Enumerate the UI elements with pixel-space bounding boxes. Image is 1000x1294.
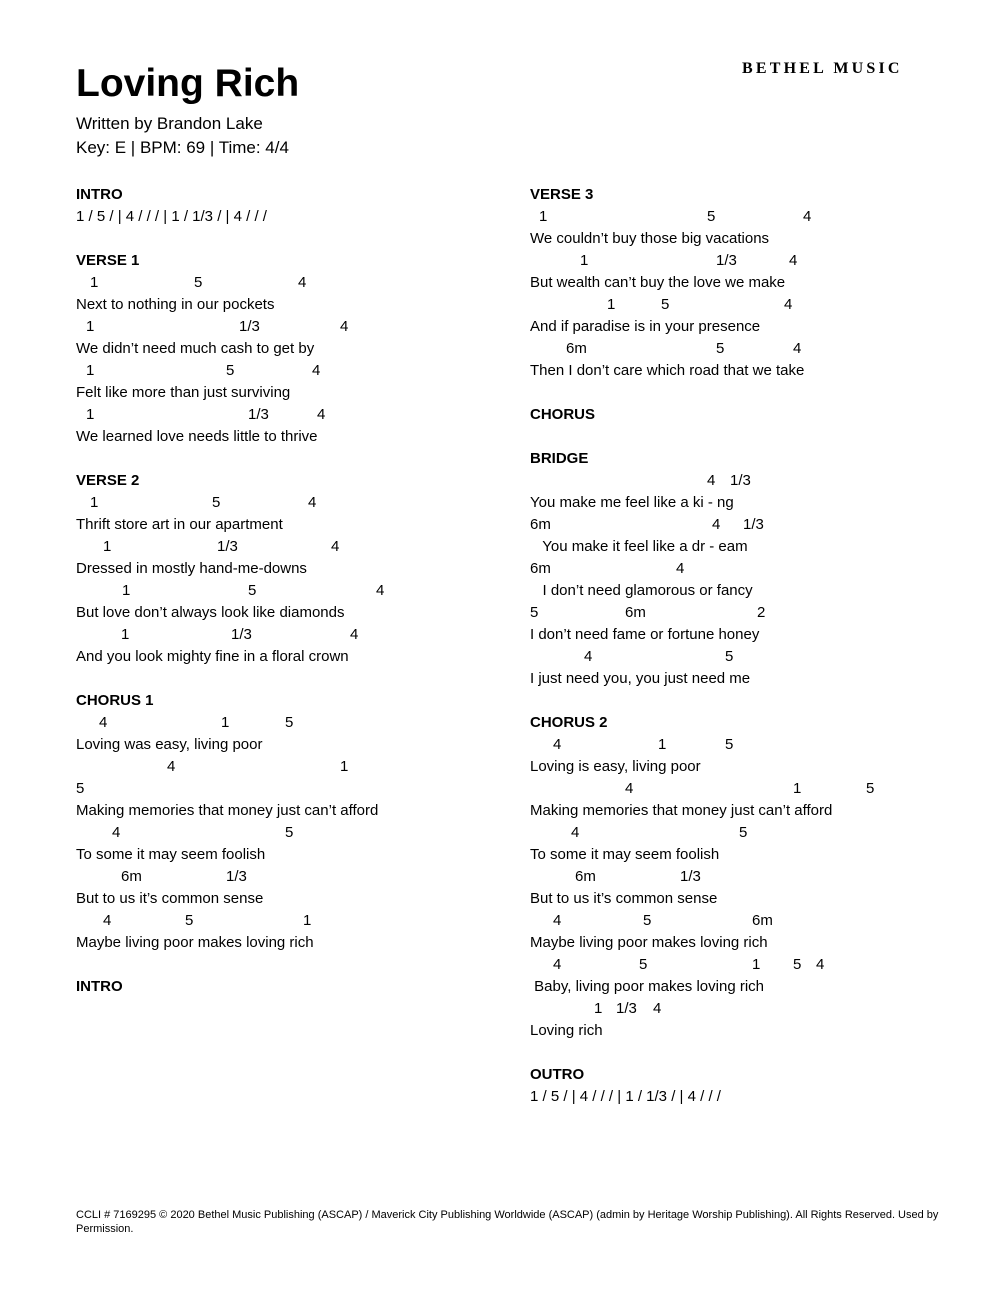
chord: 4 bbox=[816, 956, 825, 973]
section-title: VERSE 1 bbox=[76, 252, 140, 269]
chord-line bbox=[76, 756, 516, 778]
chord: 4 bbox=[553, 956, 562, 973]
lyric-line: But wealth can’t buy the love we make bbox=[530, 274, 786, 291]
lyric-line: To some it may seem foolish bbox=[76, 846, 266, 863]
chord: 1/3 bbox=[248, 406, 269, 423]
section-title: CHORUS 2 bbox=[530, 714, 608, 731]
chord-line bbox=[530, 778, 970, 800]
chord: 4 bbox=[376, 582, 385, 599]
lyric-line: Then I don’t care which road that we take bbox=[530, 362, 805, 379]
chord: 4 bbox=[676, 560, 685, 577]
chord: 1 bbox=[793, 780, 802, 797]
chord-line bbox=[530, 514, 970, 536]
chord: 4 bbox=[112, 824, 121, 841]
song-writer: Written by Brandon Lake bbox=[76, 114, 263, 133]
chord: 5 bbox=[285, 824, 294, 841]
chord: 4 bbox=[653, 1000, 662, 1017]
chord: 1 bbox=[658, 736, 667, 753]
lyric-line: We didn’t need much cash to get by bbox=[76, 340, 315, 357]
lyric-line: 1 / 5 / | 4 / / / | 1 / 1/3 / | 4 / / / bbox=[76, 208, 267, 225]
lyric-line: And you look mighty fine in a floral crown bbox=[76, 648, 349, 665]
song-section bbox=[530, 712, 970, 1042]
chord: 1 bbox=[90, 274, 99, 291]
section-title: VERSE 2 bbox=[76, 472, 140, 489]
right-column bbox=[530, 184, 970, 1130]
chord: 1 bbox=[221, 714, 230, 731]
chord: 4 bbox=[793, 340, 802, 357]
section-title: BRIDGE bbox=[530, 450, 589, 467]
lyric-line: 5 bbox=[76, 780, 85, 797]
chord: 5 bbox=[185, 912, 194, 929]
lyric-line: Next to nothing in our pockets bbox=[76, 296, 275, 313]
lyric-line: You make it feel like a dr - eam bbox=[530, 538, 748, 555]
chord: 1 bbox=[103, 538, 112, 555]
chord: 5 bbox=[639, 956, 648, 973]
chord: 1 bbox=[303, 912, 312, 929]
chord: 1 bbox=[90, 494, 99, 511]
chord: 1 bbox=[594, 1000, 603, 1017]
chord-line bbox=[530, 734, 970, 756]
chord: 1/3 bbox=[226, 868, 247, 885]
lyric-line: Felt like more than just surviving bbox=[76, 384, 291, 401]
chord: 4 bbox=[103, 912, 112, 929]
lyric-line: I just need you, you just need me bbox=[530, 670, 751, 687]
chord: 6m bbox=[121, 868, 142, 885]
chord: 4 bbox=[317, 406, 326, 423]
chord: 5 bbox=[716, 340, 725, 357]
chord: 4 bbox=[803, 208, 812, 225]
chord: 5 bbox=[707, 208, 716, 225]
chord: 6m bbox=[566, 340, 587, 357]
chord: 6m bbox=[530, 516, 551, 533]
chord: 1/3 bbox=[217, 538, 238, 555]
song-section bbox=[76, 184, 516, 228]
chord-line bbox=[530, 998, 970, 1020]
chord-line bbox=[76, 712, 516, 734]
chord-line bbox=[76, 580, 516, 602]
chord-line bbox=[530, 250, 970, 272]
chord-line bbox=[530, 294, 970, 316]
chord: 1 bbox=[580, 252, 589, 269]
chord: 5 bbox=[643, 912, 652, 929]
lyric-line: Maybe living poor makes loving rich bbox=[76, 934, 314, 951]
chord-line bbox=[530, 558, 970, 580]
chord: 4 bbox=[298, 274, 307, 291]
chord: 4 bbox=[553, 736, 562, 753]
chord: 5 bbox=[739, 824, 748, 841]
chord: 1 bbox=[539, 208, 548, 225]
chord-line bbox=[530, 338, 970, 360]
chord: 4 bbox=[571, 824, 580, 841]
song-section bbox=[76, 250, 516, 448]
lyric-line: Thrift store art in our apartment bbox=[76, 516, 283, 533]
chord-line bbox=[76, 822, 516, 844]
chord: 6m bbox=[625, 604, 646, 621]
chord: 6m bbox=[530, 560, 551, 577]
song-section bbox=[76, 470, 516, 668]
chord: 5 bbox=[661, 296, 670, 313]
chord-line bbox=[76, 316, 516, 338]
chord: 5 bbox=[530, 604, 539, 621]
chord-line bbox=[530, 866, 970, 888]
chord: 1 bbox=[607, 296, 616, 313]
chord: 4 bbox=[584, 648, 593, 665]
chord: 5 bbox=[212, 494, 221, 511]
section-title: OUTRO bbox=[530, 1066, 585, 1083]
chord: 6m bbox=[752, 912, 773, 929]
copyright-footer: CCLI # 7169295 © 2020 Bethel Music Publishing (ASCAP) / Maverick City Publishing Worldwide (ASCAP) (admin by Heritage Worship Publishing). All Rights Reserved. Used by Permission. bbox=[76, 1209, 939, 1235]
chord: 1/3 bbox=[716, 252, 737, 269]
chord-line bbox=[530, 910, 970, 932]
chord: 1 bbox=[121, 626, 130, 643]
chord-line bbox=[530, 602, 970, 624]
chord: 4 bbox=[99, 714, 108, 731]
chord: 1/3 bbox=[680, 868, 701, 885]
chord: 4 bbox=[625, 780, 634, 797]
lyric-line: Making memories that money just can’t afford bbox=[530, 802, 833, 819]
chord: 5 bbox=[226, 362, 235, 379]
chord: 1/3 bbox=[616, 1000, 637, 1017]
chord: 5 bbox=[194, 274, 203, 291]
song-title: Loving Rich bbox=[76, 62, 300, 105]
chord-line bbox=[530, 954, 970, 976]
chord: 1/3 bbox=[231, 626, 252, 643]
left-column bbox=[76, 184, 516, 1020]
lyric-line: But love don’t always look like diamonds bbox=[76, 604, 345, 621]
chord-line bbox=[76, 272, 516, 294]
section-title: VERSE 3 bbox=[530, 186, 594, 203]
lyric-line: But to us it’s common sense bbox=[530, 890, 718, 907]
lyric-line: Loving rich bbox=[530, 1022, 603, 1039]
chord-line bbox=[530, 470, 970, 492]
chord-line bbox=[530, 206, 970, 228]
chord: 5 bbox=[866, 780, 875, 797]
lyric-line: But to us it’s common sense bbox=[76, 890, 264, 907]
chord: 6m bbox=[575, 868, 596, 885]
lyric-line: 1 / 5 / | 4 / / / | 1 / 1/3 / | 4 / / / bbox=[530, 1088, 721, 1105]
chord: 4 bbox=[340, 318, 349, 335]
song-section bbox=[530, 184, 970, 382]
chord: 4 bbox=[707, 472, 716, 489]
chord: 2 bbox=[757, 604, 766, 621]
chord: 1/3 bbox=[743, 516, 764, 533]
chord: 4 bbox=[712, 516, 721, 533]
chord: 1 bbox=[86, 406, 95, 423]
chord: 4 bbox=[350, 626, 359, 643]
chord: 4 bbox=[331, 538, 340, 555]
chord-line bbox=[76, 404, 516, 426]
chord: 4 bbox=[167, 758, 176, 775]
section-title: INTRO bbox=[76, 186, 123, 203]
song-section bbox=[76, 690, 516, 954]
lyric-line: We couldn’t buy those big vacations bbox=[530, 230, 770, 247]
chord: 1 bbox=[86, 362, 95, 379]
song-section bbox=[76, 976, 516, 998]
chord-line bbox=[530, 646, 970, 668]
lyric-line: I don’t need fame or fortune honey bbox=[530, 626, 760, 643]
chord: 4 bbox=[312, 362, 321, 379]
chord: 5 bbox=[285, 714, 294, 731]
song-section bbox=[530, 448, 970, 690]
chord: 1 bbox=[86, 318, 95, 335]
song-key-info: Key: E | BPM: 69 | Time: 4/4 bbox=[76, 138, 289, 157]
chord: 5 bbox=[248, 582, 257, 599]
section-title: CHORUS bbox=[530, 406, 596, 423]
lyric-line: Making memories that money just can’t afford bbox=[76, 802, 379, 819]
chord-line bbox=[76, 360, 516, 382]
section-title: CHORUS 1 bbox=[76, 692, 154, 709]
chord: 1 bbox=[752, 956, 761, 973]
chord: 1 bbox=[340, 758, 349, 775]
lyric-line: You make me feel like a ki - ng bbox=[530, 494, 734, 511]
song-section bbox=[530, 404, 970, 426]
chord-line bbox=[76, 492, 516, 514]
lyric-line: To some it may seem foolish bbox=[530, 846, 720, 863]
chord-line bbox=[76, 536, 516, 558]
lyric-line: Baby, living poor makes loving rich bbox=[530, 978, 764, 995]
lyric-line: Loving was easy, living poor bbox=[76, 736, 263, 753]
chord-line bbox=[76, 624, 516, 646]
chord: 1 bbox=[122, 582, 131, 599]
song-section bbox=[530, 1064, 970, 1108]
lyric-line: Maybe living poor makes loving rich bbox=[530, 934, 768, 951]
chord-line bbox=[76, 866, 516, 888]
chord: 5 bbox=[793, 956, 802, 973]
chord-line bbox=[530, 822, 970, 844]
chord: 5 bbox=[725, 736, 734, 753]
chord: 4 bbox=[784, 296, 793, 313]
chord: 1/3 bbox=[239, 318, 260, 335]
section-title: INTRO bbox=[76, 978, 123, 995]
lyric-line: Loving is easy, living poor bbox=[530, 758, 701, 775]
chord: 5 bbox=[725, 648, 734, 665]
lyric-line: Dressed in mostly hand-me-downs bbox=[76, 560, 307, 577]
chord: 4 bbox=[553, 912, 562, 929]
chord: 4 bbox=[308, 494, 317, 511]
chord: 1/3 bbox=[730, 472, 751, 489]
lyric-line: We learned love needs little to thrive bbox=[76, 428, 318, 445]
chord: 4 bbox=[789, 252, 798, 269]
chord-line bbox=[76, 910, 516, 932]
lyric-line: I don’t need glamorous or fancy bbox=[530, 582, 753, 599]
lyric-line: And if paradise is in your presence bbox=[530, 318, 761, 335]
brand-logo: BETHEL MUSIC bbox=[742, 60, 903, 77]
